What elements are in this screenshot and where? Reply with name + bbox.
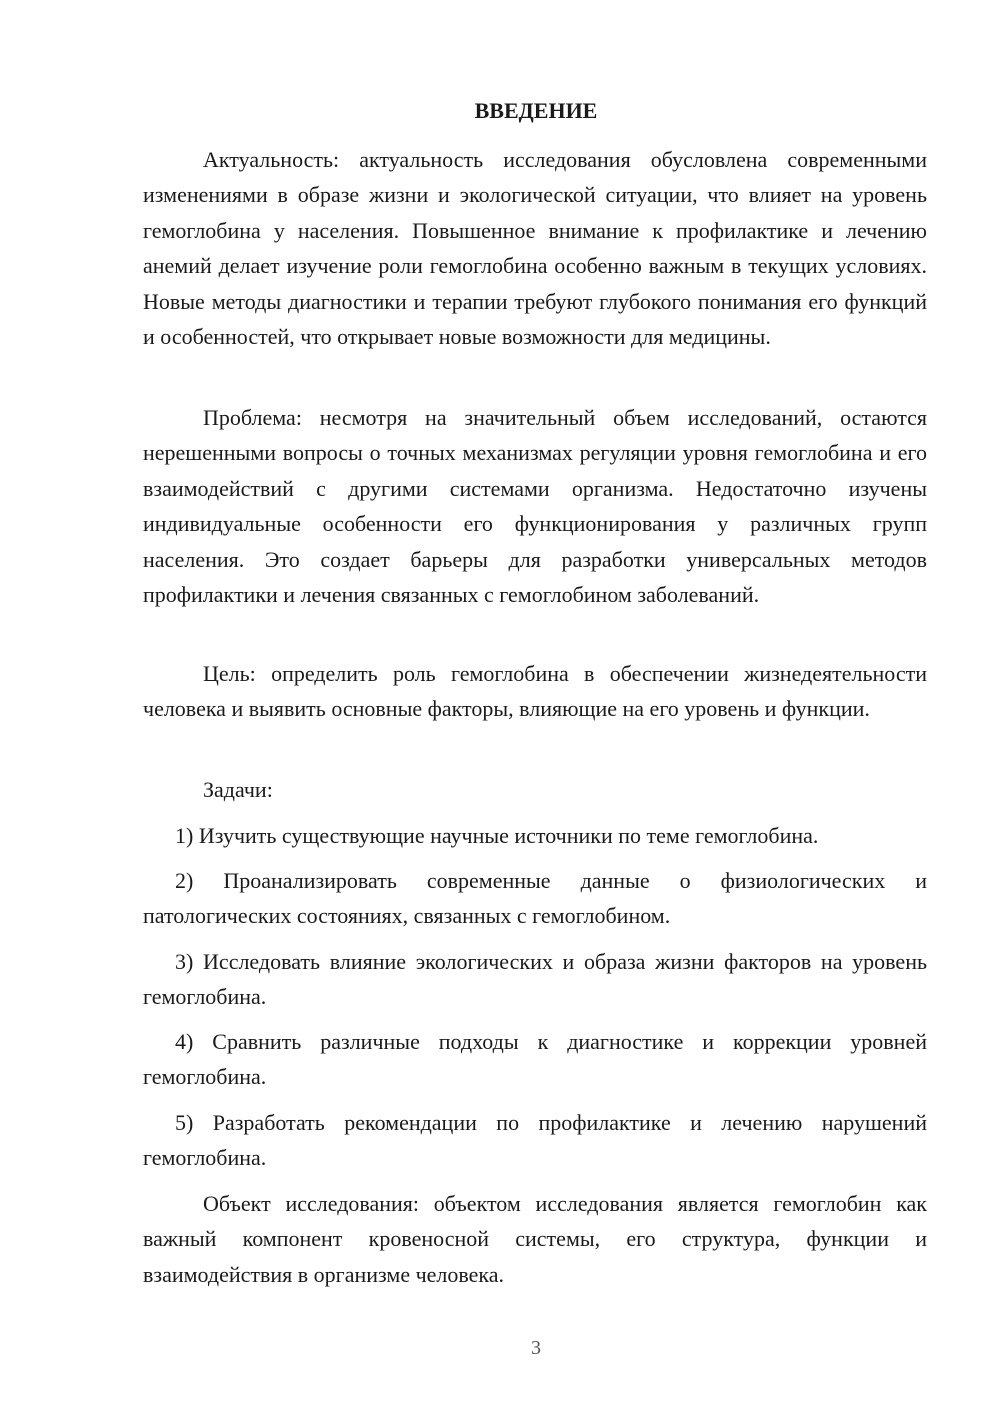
task-item-5: 5) Разработать рекомендации по профилактике и лечению нарушений гемоглобина. (143, 1110, 927, 1171)
task-item-1: 1) Изучить существующие научные источники по теме гемоглобина. (175, 823, 819, 848)
section-heading: ВВЕДЕНИЕ (474, 98, 598, 123)
task-item-3: 3) Исследовать влияние экологических и образа жизни факторов на уровень гемоглобина. (143, 949, 927, 1010)
paragraph-object: Объект исследования: объектом исследования является гемоглобин как важный компонент кровеносной системы, его структура, функции и взаимодействия в организме человека. (143, 1191, 927, 1287)
task-item-2: 2) Проанализировать современные данные о физиологических и патологических состояниях, связанных с гемоглобином. (143, 868, 927, 929)
page-number: 3 (531, 1337, 541, 1359)
paragraph-relevance: Актуальность: актуальность исследования обусловлена современными изменениями в образе жизни и экологической ситуации, что влияет на уровень гемоглобина у населения. Повышенное внимание к профилактике и лечению анемий делает изучение роли гемоглобина особенно важным в текущих условиях. Новые методы диагностики и терапии требуют глубокого понимания его функций и особенностей, что открывает новые возможности для медицины. (143, 147, 927, 350)
tasks-label: Задачи: (203, 777, 273, 802)
paragraph-goal: Цель: определить роль гемоглобина в обеспечении жизнедеятельности человека и выявить основные факторы, влияющие на его уровень и функции. (143, 661, 927, 722)
task-item-4: 4) Сравнить различные подходы к диагностике и коррекции уровней гемоглобина. (143, 1029, 927, 1090)
paragraph-problem: Проблема: несмотря на значительный объем исследований, остаются нерешенными вопросы о точных механизмах регуляции уровня гемоглобина и его взаимодействий с другими системами организма. Недостаточно изучены индивидуальные особенности его функционирования у различных групп населения. Это создает барьеры для разработки универсальных методов профилактики и лечения связанных с гемоглобином заболеваний. (143, 405, 927, 608)
